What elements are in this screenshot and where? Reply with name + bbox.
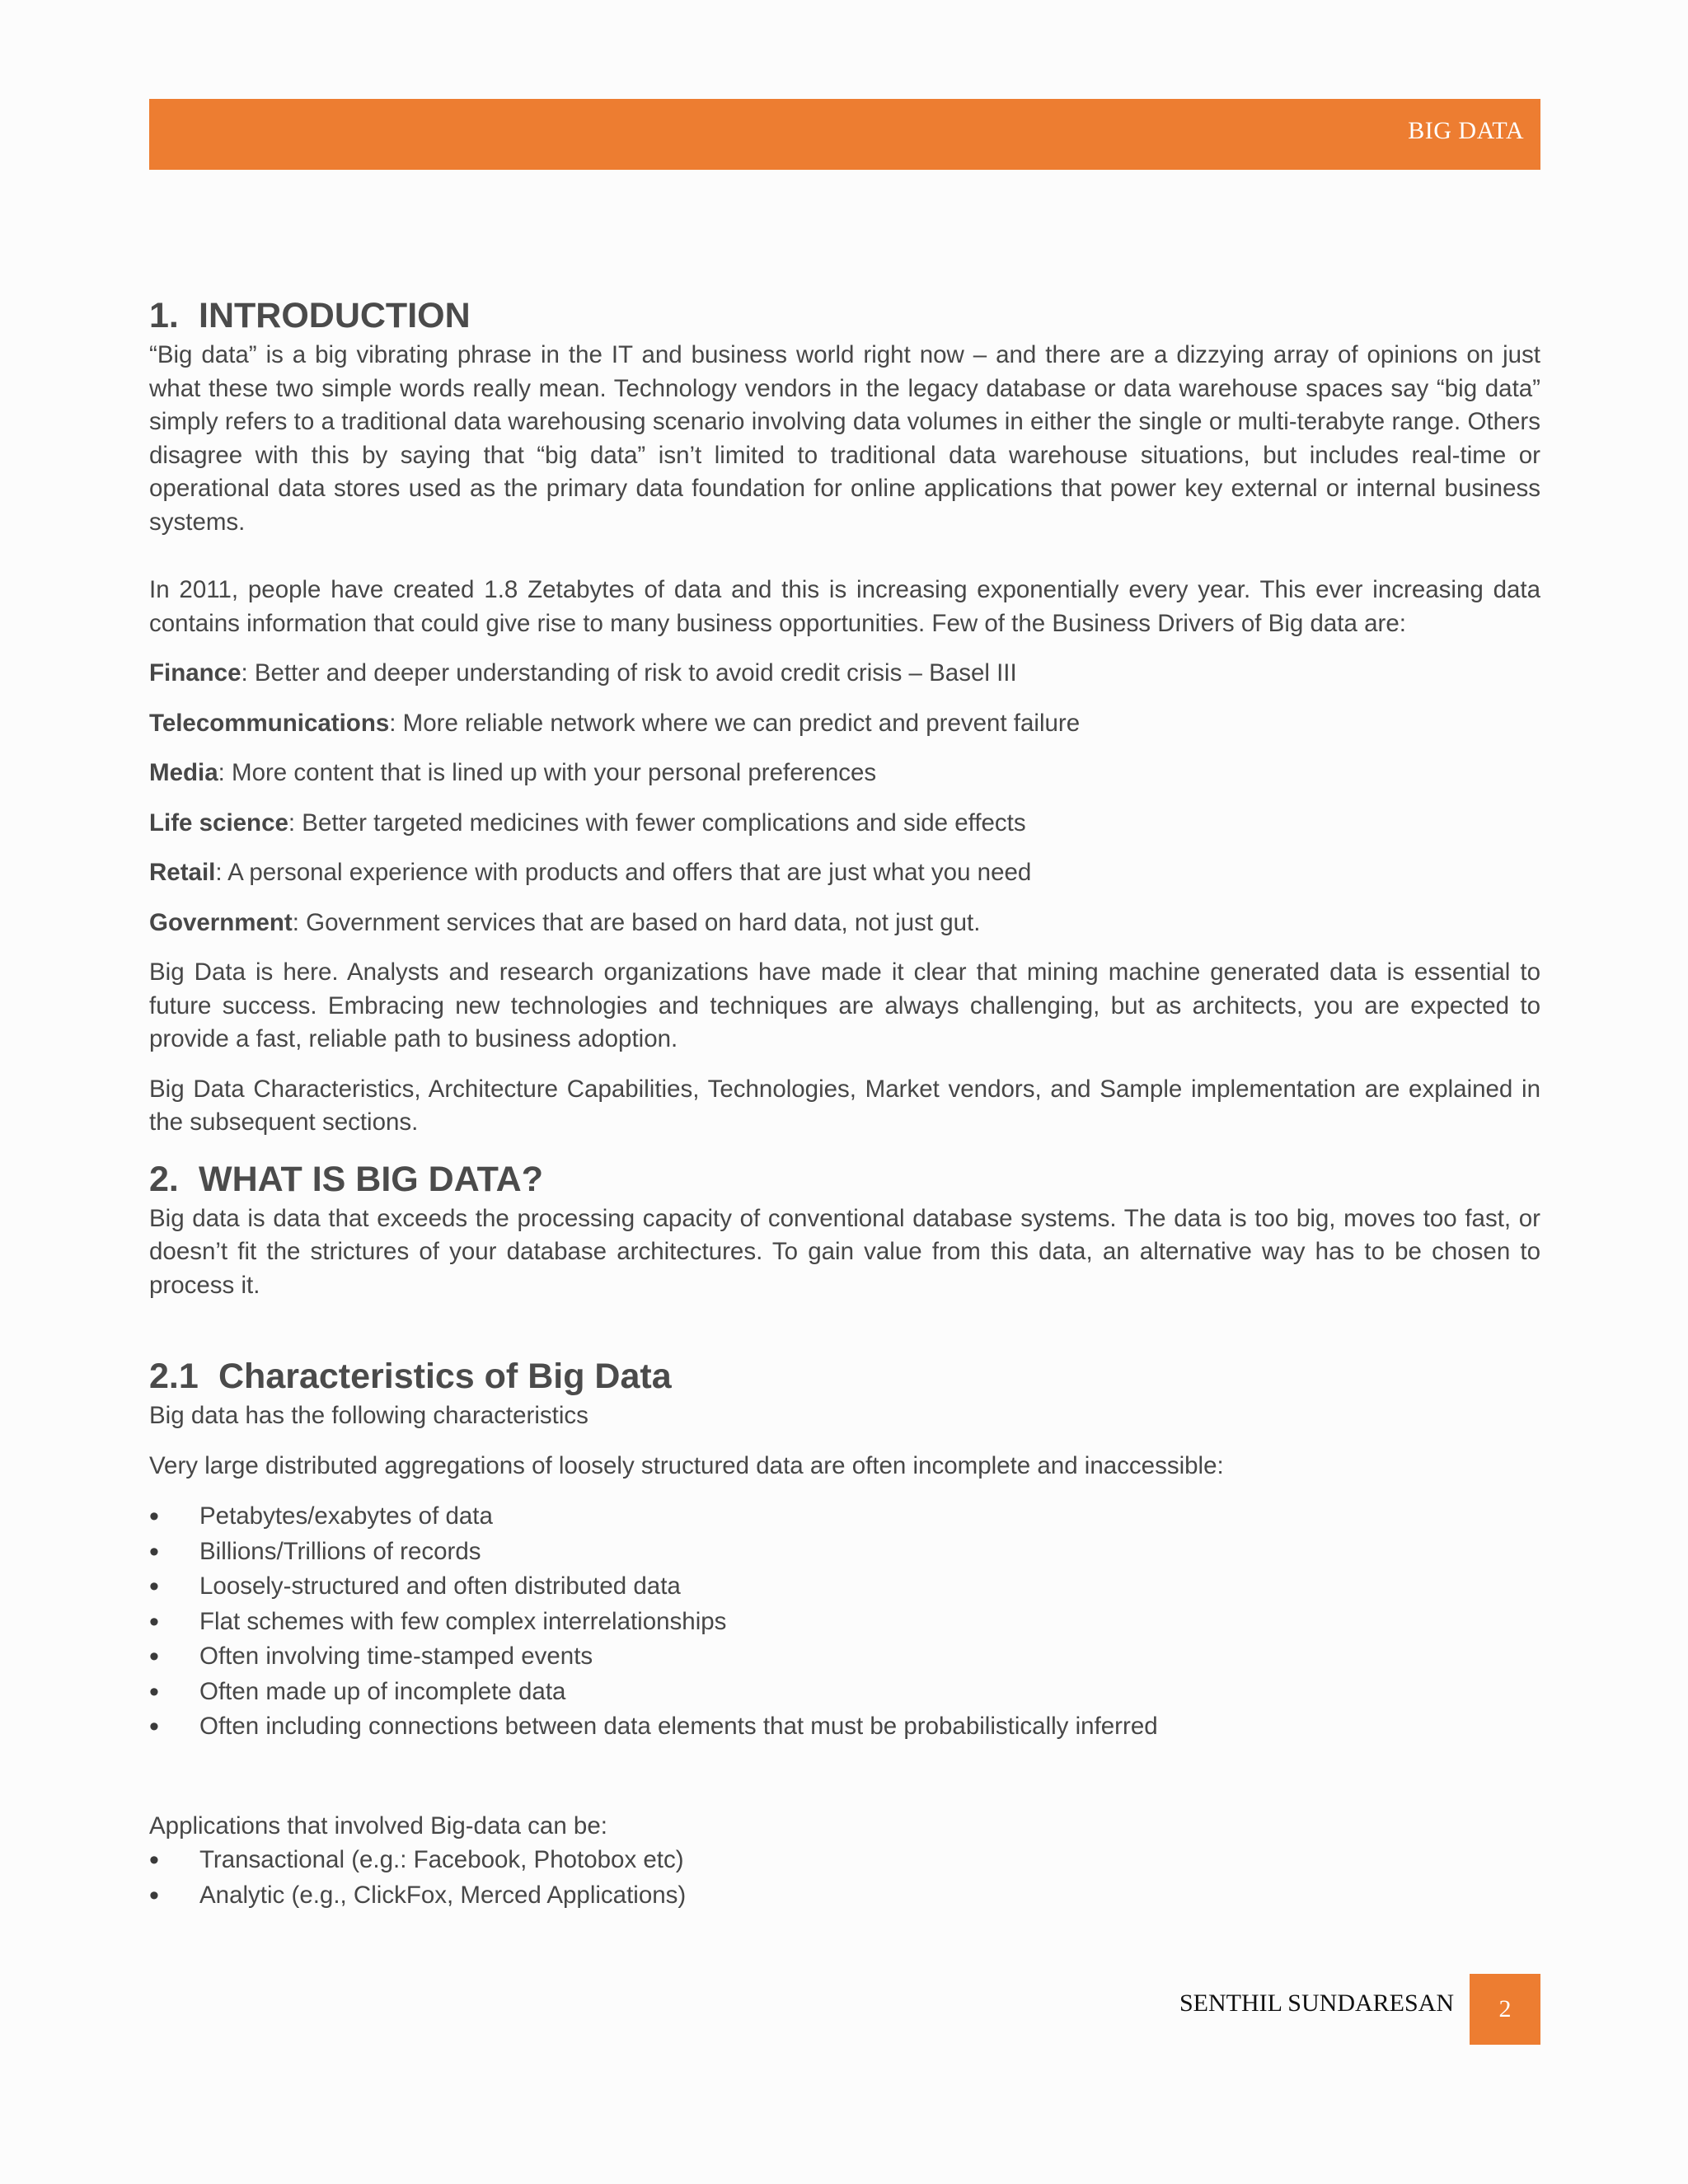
list-item: • Loosely-structured and often distributed data (149, 1569, 1540, 1605)
applications-list (149, 1843, 1540, 1913)
driver-media: Media: More content that is lined up with your personal preferences (149, 759, 877, 786)
intro-paragraph-3: Big Data is here. Analysts and research organizations have made it clear that mining machine generated data is essential to future success. Embracing new technologies and techniques are always challenging, but as architects, you are expected to provide a fast, reliable path to business adoption. (149, 958, 1540, 1052)
section-number: 1. (149, 296, 179, 335)
section-2-heading (149, 1156, 1540, 1202)
footer-author: SENTHIL SUNDARESAN (1179, 1990, 1454, 2017)
header-band (149, 99, 1540, 170)
list-item: • Analytic (e.g., ClickFox, Merced Applications) (149, 1878, 1540, 1914)
list-item: • Often made up of incomplete data (149, 1675, 1540, 1710)
intro-paragraph-4: Big Data Characteristics, Architecture Capabilities, Technologies, Market vendors, and Sample implementation are explained in the subsequent sections. (149, 1075, 1540, 1136)
section-title: Characteristics of Big Data (218, 1357, 672, 1396)
header-title: BIG DATA (1408, 117, 1524, 144)
section-title: INTRODUCTION (199, 296, 471, 335)
list-item: • Often involving time-stamped events (149, 1639, 1540, 1675)
document-body (149, 293, 1540, 1913)
driver-finance: Finance: Better and deeper understanding of risk to avoid credit crisis – Basel III (149, 659, 1017, 687)
list-item: • Petabytes/exabytes of data (149, 1499, 1540, 1535)
section-2-1-heading (149, 1353, 1540, 1399)
page-number-badge: 2 (1470, 1974, 1540, 2045)
intro-paragraph-1: “Big data” is a big vibrating phrase in the IT and business world right now – and there are a dizzying array of opinions on just what these two simple words really mean. Technology vendors in the legacy database or data warehouse spaces say “big data” simply refers to a traditional data warehousing scenario involving data volumes in either the single or multi-terabyte range. Others disagree with this by saying that “big data” isn’t limited to traditional data warehouse situations, but includes real-time or operational data stores used as the primary data foundation for online applications that power key external or internal business systems. (149, 341, 1540, 536)
driver-telecommunications: Telecommunications: More reliable network where we can predict and prevent failure (149, 709, 1081, 737)
section-1-heading (149, 293, 1540, 339)
list-item: • Transactional (e.g.: Facebook, Photobox etc) (149, 1843, 1540, 1878)
list-item: • Flat schemes with few complex interrelationships (149, 1605, 1540, 1640)
applications-intro: Applications that involved Big-data can be: (149, 1811, 607, 1840)
driver-life-science: Life science: Better targeted medicines with fewer complications and side effects (149, 808, 1026, 837)
characteristics-list (149, 1499, 1540, 1745)
what-is-big-data-paragraph: Big data is data that exceeds the processing capacity of conventional database systems. The data is too big, moves too fast, or doesn’t fit the strictures of your database architectures. To gain value from this data, an alternative way has to be chosen to process it. (149, 1204, 1540, 1299)
characteristics-intro: Big data has the following characteristics (149, 1402, 588, 1429)
business-drivers (149, 657, 1540, 940)
driver-government: Government: Government services that are based on hard data, not just gut. (149, 908, 981, 936)
list-item: • Billions/Trillions of records (149, 1535, 1540, 1570)
driver-retail: Retail: A personal experience with products and offers that are just what you need (149, 859, 1032, 886)
section-number: 2. (149, 1159, 179, 1199)
section-number: 2.1 (149, 1357, 199, 1396)
section-title: WHAT IS BIG DATA? (199, 1159, 543, 1199)
characteristics-lead: Very large distributed aggregations of loosely structured data are often incomplete and inaccessible: (149, 1451, 1224, 1479)
intro-paragraph-2: In 2011, people have created 1.8 Zetabytes of data and this is increasing exponentially every year. This ever increasing data contains information that could give rise to many business opportunities. Few of the Business Drivers of Big data are: (149, 576, 1540, 637)
list-item: • Often including connections between data elements that must be probabilistically inferred (149, 1709, 1540, 1745)
